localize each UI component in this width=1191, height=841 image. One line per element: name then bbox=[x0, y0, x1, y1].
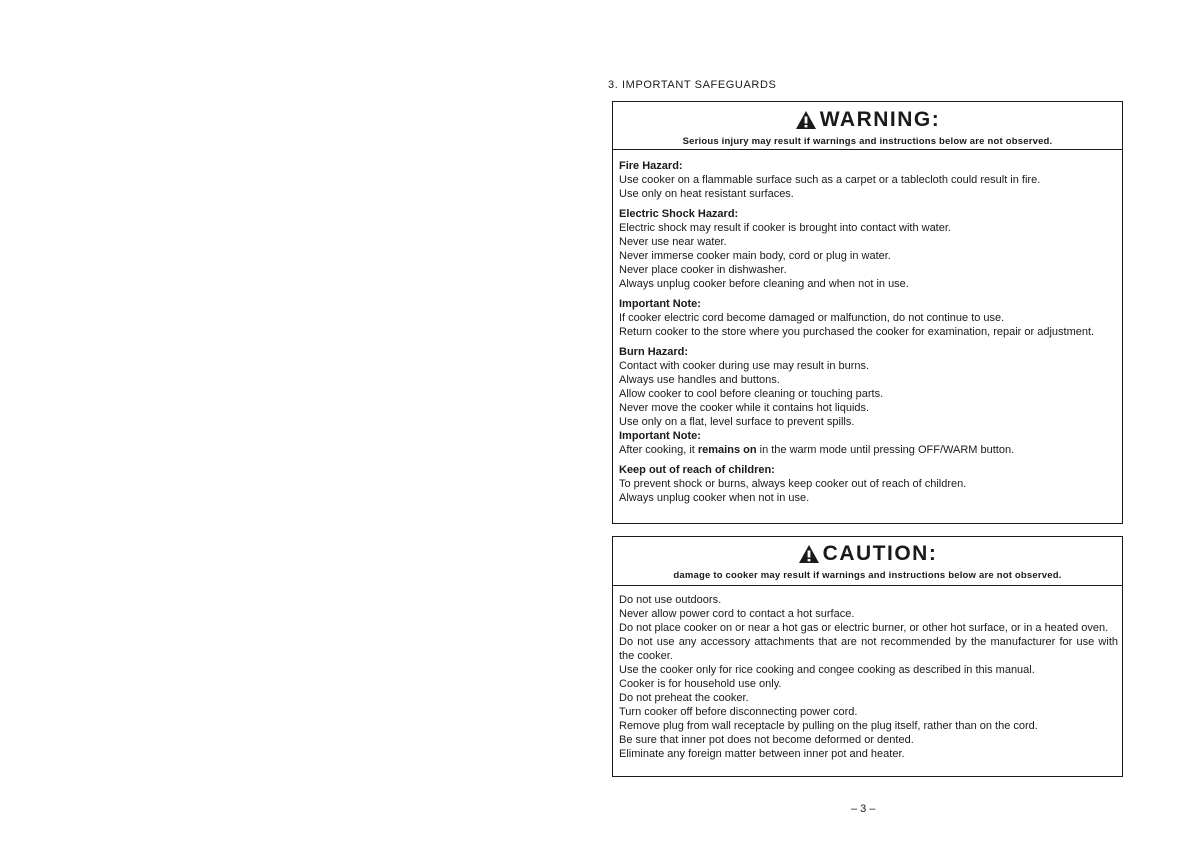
caution-triangle-icon bbox=[798, 544, 820, 564]
warning-body bbox=[613, 150, 1122, 505]
warning-triangle-icon bbox=[795, 110, 817, 130]
group-line: Use only on a flat, level surface to prevent spills. bbox=[619, 416, 855, 428]
line-text: in the warm mode until pressing OFF/WARM button. bbox=[756, 444, 1015, 456]
group-line: Always unplug cooker before cleaning and when not in use. bbox=[619, 278, 909, 290]
line-text: After cooking, it bbox=[619, 444, 698, 456]
warning-title: WARNING: bbox=[819, 108, 941, 131]
caution-body bbox=[613, 586, 1122, 761]
group-line: Always use handles and buttons. bbox=[619, 374, 780, 386]
group-line: Always unplug cooker when not in use. bbox=[619, 492, 810, 504]
section-title: 3. IMPORTANT SAFEGUARDS bbox=[608, 79, 777, 91]
group-line: Electric shock may result if cooker is brought into contact with water. bbox=[619, 222, 951, 234]
page-number: – 3 – bbox=[851, 803, 876, 815]
caution-line: Never allow power cord to contact a hot surface. bbox=[619, 608, 855, 620]
group-heading: Important Note: bbox=[619, 298, 701, 310]
line-bold-text: remains on bbox=[697, 444, 757, 456]
warning-header bbox=[613, 102, 1122, 150]
caution-line: Do not use outdoors. bbox=[619, 594, 722, 606]
caution-line: Do not place cooker on or near a hot gas or electric burner, or other hot surface, or in a heated oven. bbox=[619, 622, 1109, 634]
group-heading: Burn Hazard: bbox=[619, 346, 689, 358]
group-line: Never immerse cooker main body, cord or plug in water. bbox=[619, 250, 891, 262]
group-heading: Important Note: bbox=[619, 430, 701, 442]
group-line: If cooker electric cord become damaged or malfunction, do not continue to use. bbox=[619, 312, 1005, 324]
caution-line: Cooker is for household use only. bbox=[619, 678, 782, 690]
caution-line: Be sure that inner pot does not become deformed or dented. bbox=[619, 734, 914, 746]
caution-line: Eliminate any foreign matter between inner pot and heater. bbox=[619, 748, 905, 760]
group-line: Contact with cooker during use may result in burns. bbox=[619, 360, 870, 372]
caution-subtitle: damage to cooker may result if warnings and instructions below are not observed. bbox=[673, 570, 1062, 581]
warning-title-row bbox=[613, 108, 1122, 132]
group-line: Use only on heat resistant surfaces. bbox=[619, 188, 794, 200]
caution-line: Use the cooker only for rice cooking and congee cooking as described in this manual. bbox=[619, 664, 1035, 676]
caution-box bbox=[612, 536, 1123, 777]
caution-header bbox=[613, 537, 1122, 586]
important-note-warm-group bbox=[619, 429, 1118, 457]
group-line: Return cooker to the store where you purchased the cooker for examination, repair or adjustment. bbox=[619, 326, 1095, 338]
group-line: Never place cooker in dishwasher. bbox=[619, 264, 787, 276]
important-note-group bbox=[619, 297, 1118, 339]
group-line: Never move the cooker while it contains hot liquids. bbox=[619, 402, 870, 414]
group-line bbox=[619, 443, 1118, 457]
group-heading: Keep out of reach of children: bbox=[619, 464, 775, 476]
fire-hazard-group bbox=[619, 159, 1118, 201]
children-group bbox=[619, 463, 1118, 505]
caution-line: Do not use any accessory attachments that are not recommended by the manufacturer for use with the cooker. bbox=[619, 636, 1118, 662]
caution-title-row bbox=[613, 542, 1122, 566]
group-line: Use cooker on a flammable surface such as a carpet or a tablecloth could result in fire. bbox=[619, 174, 1041, 186]
group-line: To prevent shock or burns, always keep cooker out of reach of children. bbox=[619, 478, 967, 490]
electric-shock-group bbox=[619, 207, 1118, 291]
caution-title: CAUTION: bbox=[822, 542, 938, 565]
group-line: Allow cooker to cool before cleaning or touching parts. bbox=[619, 388, 884, 400]
caution-line: Do not preheat the cooker. bbox=[619, 692, 749, 704]
warning-subtitle: Serious injury may result if warnings and instructions below are not observed. bbox=[682, 136, 1053, 147]
caution-line: Turn cooker off before disconnecting power cord. bbox=[619, 706, 858, 718]
group-line: Never use near water. bbox=[619, 236, 727, 248]
warning-box bbox=[612, 101, 1123, 524]
caution-line: Remove plug from wall receptacle by pulling on the plug itself, rather than on the cord. bbox=[619, 720, 1038, 732]
burn-hazard-group bbox=[619, 345, 1118, 429]
group-heading: Electric Shock Hazard: bbox=[619, 208, 739, 220]
group-heading: Fire Hazard: bbox=[619, 160, 683, 172]
